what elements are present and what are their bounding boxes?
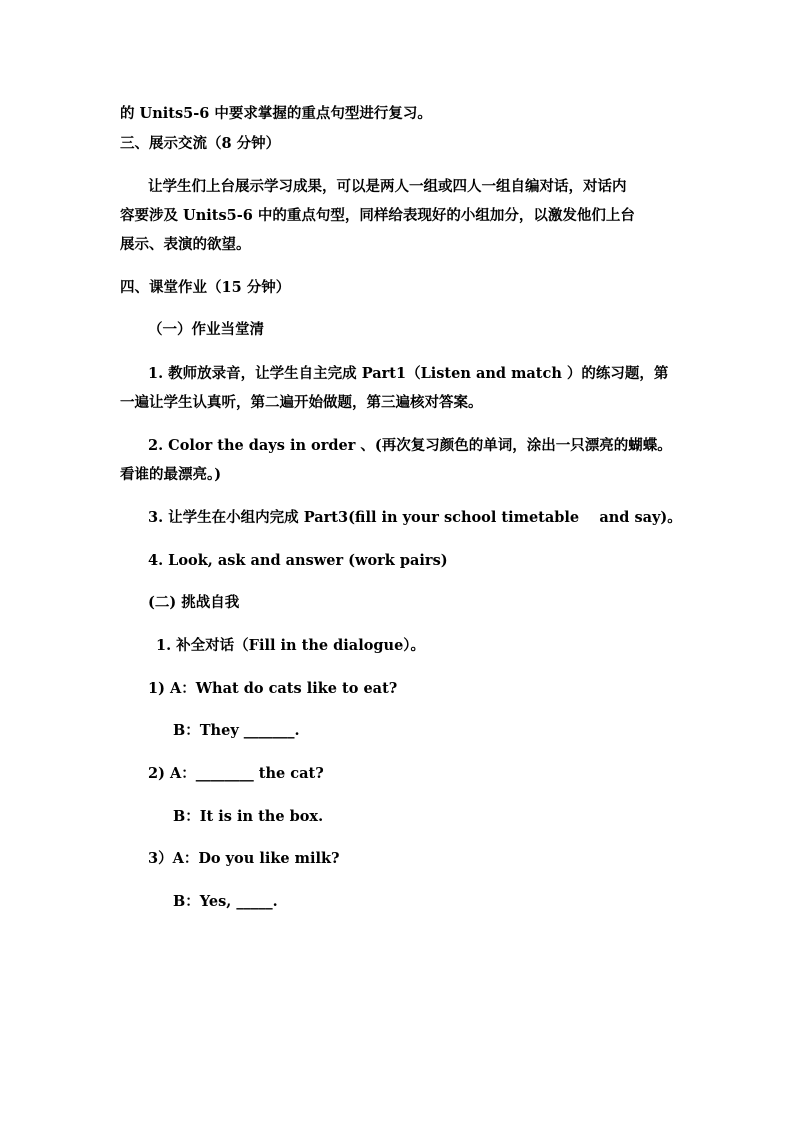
item-2-line-2: 看谁的最漂亮。)	[120, 466, 222, 483]
dialogue-1-b: B：They _______.	[173, 722, 300, 739]
dialogue-3-a: 3）A：Do you like milk?	[148, 850, 340, 867]
subheading-1: （一）作业当堂清	[148, 321, 264, 338]
section-heading-3: 三、展示交流（8 分钟）	[120, 135, 281, 152]
text-line-1: 的 Units5-6 中要求掌握的重点句型进行复习。	[120, 105, 432, 122]
exercise-heading: 1. 补全对话（Fill in the dialogue）。	[156, 637, 426, 654]
item-4: 4. Look, ask and answer (work pairs)	[148, 552, 448, 569]
dialogue-3-b: B：Yes, _____.	[173, 893, 278, 910]
subheading-2: (二) 挑战自我	[148, 594, 240, 611]
dialogue-1-a: 1) A：What do cats like to eat?	[148, 680, 398, 697]
item-1-line-2: 一遍让学生认真听，第二遍开始做题，第三遍核对答案。	[120, 394, 483, 411]
text-line-5: 展示、表演的欲望。	[120, 236, 251, 253]
dialogue-2-a: 2) A：________ the cat?	[148, 765, 324, 782]
section-heading-4: 四、课堂作业（15 分钟）	[120, 279, 291, 296]
item-2-line-1: 2. Color the days in order 、(再次复习颜色的单词，涂出一只漂亮的蝴蝶。	[148, 437, 672, 454]
text-line-3: 让学生们上台展示学习成果，可以是两人一组或四人一组自编对话，对话内	[148, 178, 627, 195]
dialogue-2-b: B：It is in the box.	[173, 808, 324, 825]
item-3: 3. 让学生在小组内完成 Part3(fill in your school timetable and say)。	[148, 509, 682, 526]
item-1-line-1: 1. 教师放录音，让学生自主完成 Part1（Listen and match ）的练习题，第	[148, 365, 669, 382]
text-line-4: 容要涉及 Units5-6 中的重点句型，同样给表现好的小组加分，以激发他们上台	[120, 207, 635, 224]
